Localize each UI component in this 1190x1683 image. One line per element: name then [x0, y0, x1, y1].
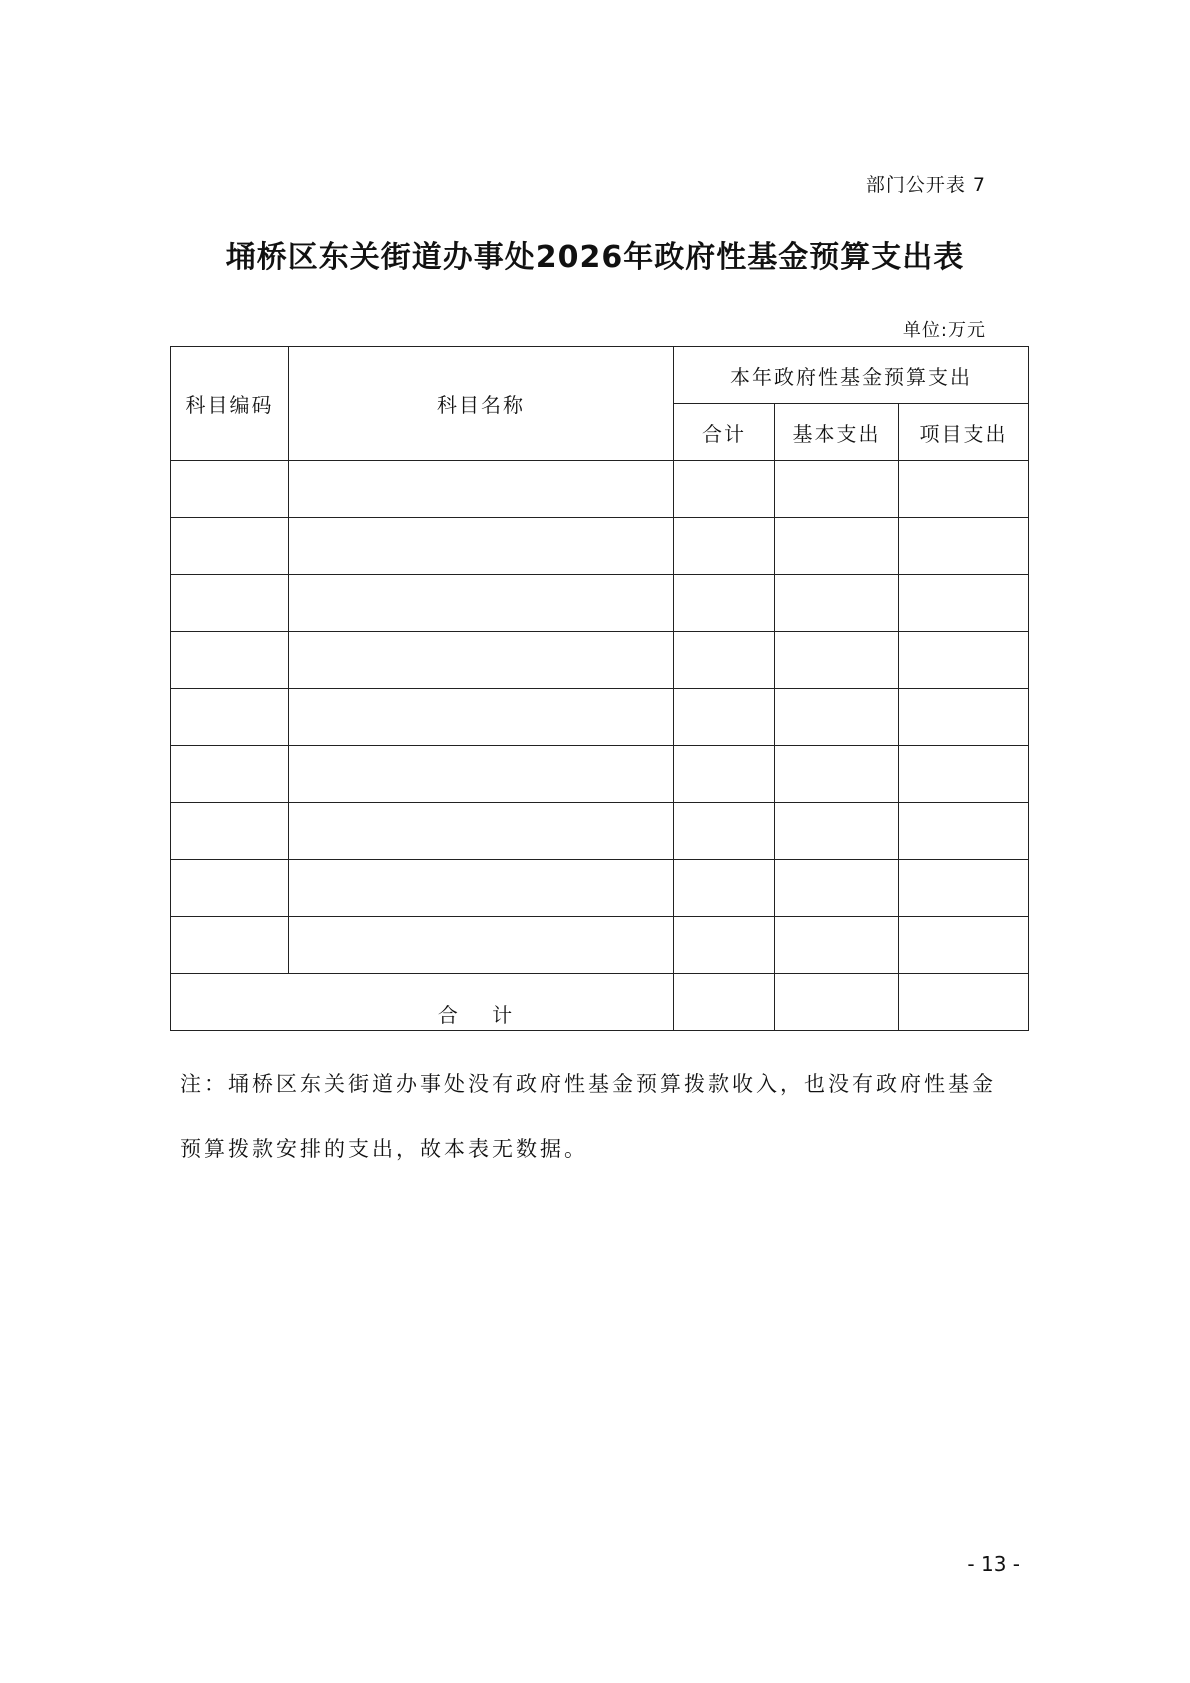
- table-number-label: 部门公开表 7: [865, 174, 986, 196]
- table-row: [171, 518, 1029, 575]
- cell-total: [674, 575, 775, 632]
- cell-basic: [775, 917, 899, 974]
- cell-name: [289, 917, 674, 974]
- total-label-cell: [171, 974, 674, 1031]
- header-basic-expenditure: 基本支出: [775, 404, 899, 461]
- cell-total: [674, 461, 775, 518]
- cell-code: [171, 860, 289, 917]
- cell-project: [899, 803, 1029, 860]
- cell-project: [899, 575, 1029, 632]
- table-row: [171, 632, 1029, 689]
- table-row: [171, 917, 1029, 974]
- table-row: [171, 575, 1029, 632]
- table-row: [171, 746, 1029, 803]
- cell-name: [289, 518, 674, 575]
- cell-project: [899, 632, 1029, 689]
- cell-code: [171, 803, 289, 860]
- cell-basic: [775, 803, 899, 860]
- header-budget-expenditure-group: 本年政府性基金预算支出: [674, 347, 1029, 404]
- cell-project: [899, 917, 1029, 974]
- cell-project: [899, 461, 1029, 518]
- cell-code: [171, 689, 289, 746]
- cell-footer-project: [899, 974, 1029, 1031]
- cell-total: [674, 632, 775, 689]
- cell-total: [674, 518, 775, 575]
- cell-project: [899, 689, 1029, 746]
- cell-code: [171, 632, 289, 689]
- cell-total: [674, 746, 775, 803]
- cell-code: [171, 518, 289, 575]
- cell-basic: [775, 632, 899, 689]
- cell-basic: [775, 575, 899, 632]
- header-subject-name: 科目名称: [289, 347, 674, 461]
- cell-footer-basic: [775, 974, 899, 1031]
- cell-basic: [775, 746, 899, 803]
- total-label: 合 计: [437, 1002, 527, 1027]
- cell-total: [674, 689, 775, 746]
- cell-basic: [775, 518, 899, 575]
- budget-table: [170, 346, 1029, 1031]
- cell-name: [289, 575, 674, 632]
- header-total: 合计: [674, 404, 775, 461]
- table-total-row: [171, 974, 1029, 1031]
- cell-footer-total: [674, 974, 775, 1031]
- cell-project: [899, 746, 1029, 803]
- cell-code: [171, 575, 289, 632]
- cell-total: [674, 803, 775, 860]
- table-row: [171, 803, 1029, 860]
- cell-name: [289, 689, 674, 746]
- cell-code: [171, 461, 289, 518]
- cell-name: [289, 461, 674, 518]
- cell-code: [171, 746, 289, 803]
- cell-name: [289, 860, 674, 917]
- cell-name: [289, 746, 674, 803]
- page-number: - 13 -: [967, 1552, 1020, 1576]
- footnote: 注：埇桥区东关街道办事处没有政府性基金预算拨款收入，也没有政府性基金预算拨款安排的支出，故本表无数据。: [180, 1072, 996, 1161]
- cell-project: [899, 518, 1029, 575]
- cell-name: [289, 632, 674, 689]
- cell-basic: [775, 860, 899, 917]
- table-row: [171, 689, 1029, 746]
- cell-total: [674, 860, 775, 917]
- cell-total: [674, 917, 775, 974]
- cell-basic: [775, 689, 899, 746]
- header-subject-code: 科目编码: [171, 347, 289, 461]
- header-project-expenditure: 项目支出: [899, 404, 1029, 461]
- cell-basic: [775, 461, 899, 518]
- table-row: [171, 461, 1029, 518]
- cell-name: [289, 803, 674, 860]
- unit-label: 单位:万元: [902, 320, 986, 341]
- document-title: 埇桥区东关街道办事处2026年政府性基金预算支出表: [225, 240, 965, 275]
- table-row: [171, 860, 1029, 917]
- cell-project: [899, 860, 1029, 917]
- cell-code: [171, 917, 289, 974]
